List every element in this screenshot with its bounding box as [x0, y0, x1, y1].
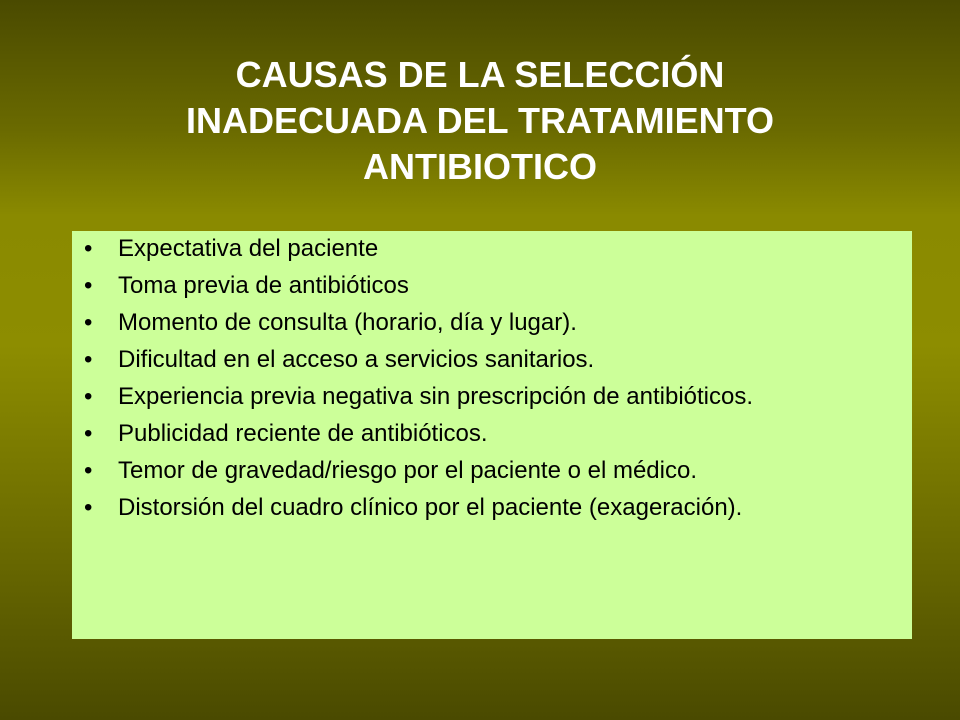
bullet-icon: • — [84, 346, 93, 373]
title-line: INADECUADA DEL TRATAMIENTO — [186, 100, 774, 141]
bullet-text: Distorsión del cuadro clínico por el paciente (exageración). — [118, 494, 743, 521]
bullet-icon: • — [84, 235, 93, 262]
bullet-text: Temor de gravedad/riesgo por el paciente o el médico. — [118, 457, 697, 484]
bullet-item — [78, 309, 910, 337]
bullet-text: Experiencia previa negativa sin prescripción de antibióticos. — [118, 383, 754, 410]
bullet-list — [78, 235, 910, 522]
bullet-text: Expectativa del paciente — [118, 235, 379, 262]
bullet-icon: • — [84, 457, 93, 484]
bullet-icon: • — [84, 309, 93, 336]
slide-title — [80, 52, 880, 190]
bullet-text: Publicidad reciente de antibióticos. — [118, 420, 488, 447]
bullet-icon: • — [84, 420, 93, 447]
bullet-text: Toma previa de antibióticos — [118, 272, 409, 299]
bullet-icon: • — [84, 494, 93, 521]
bullet-item — [78, 235, 910, 263]
bullet-item — [78, 346, 910, 374]
content-box — [72, 231, 912, 639]
title-line: CAUSAS DE LA SELECCIÓN — [235, 54, 725, 95]
bullet-text: Momento de consulta (horario, día y lugar). — [118, 309, 577, 336]
bullet-item — [78, 272, 910, 300]
bullet-icon: • — [84, 383, 93, 410]
bullet-item — [78, 420, 910, 448]
bullet-item — [78, 383, 910, 411]
bullet-icon: • — [84, 272, 93, 299]
bullet-item — [78, 457, 910, 485]
title-line: ANTIBIOTICO — [363, 146, 597, 187]
bullet-text: Dificultad en el acceso a servicios sanitarios. — [118, 346, 595, 373]
bullet-item — [78, 494, 910, 522]
